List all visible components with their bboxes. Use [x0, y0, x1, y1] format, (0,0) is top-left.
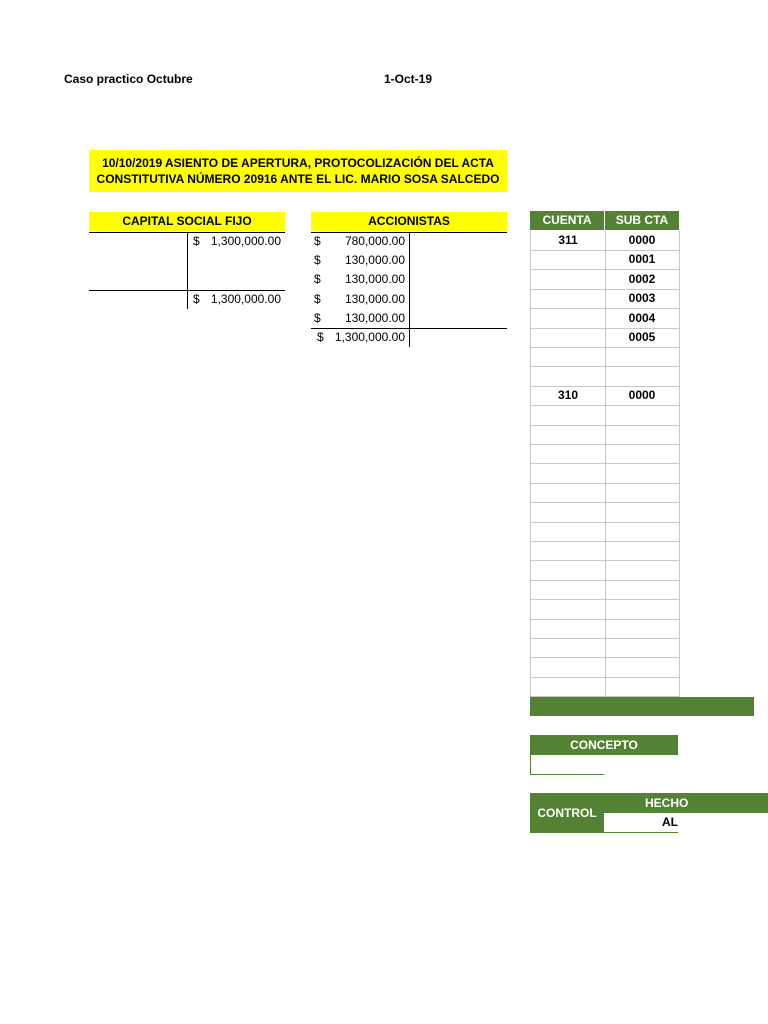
- table-row: [530, 231, 680, 251]
- cuenta-cell: [530, 638, 606, 657]
- table-row: [530, 444, 680, 464]
- table-row: [530, 580, 680, 600]
- sub-cta-cell: [605, 425, 680, 444]
- table-row: [530, 522, 680, 542]
- sub-cta-cell: [605, 580, 680, 599]
- concepto-header: CONCEPTO: [530, 735, 678, 755]
- table-row: [530, 270, 680, 290]
- column-header-sub-cta: SUB CTA: [605, 211, 679, 230]
- cuenta-cell: [530, 289, 606, 308]
- sub-cta-cell: [605, 541, 680, 560]
- accounts-table-body: [530, 231, 680, 696]
- sub-cta-cell: [605, 658, 680, 677]
- debit-entry: $ 130,000.00: [314, 253, 405, 267]
- table-row: [530, 619, 680, 639]
- table-row: [530, 658, 680, 678]
- entry-description-banner: [89, 150, 507, 192]
- table-row: [530, 309, 680, 329]
- sub-cta-cell: [605, 522, 680, 541]
- cuenta-cell: [530, 541, 606, 560]
- control-label: CONTROL: [530, 793, 604, 833]
- sub-cta-cell: 0004: [605, 309, 680, 328]
- table-footer-bar: [530, 697, 754, 716]
- sub-cta-cell: [605, 483, 680, 502]
- cuenta-cell: [530, 406, 606, 425]
- table-row: [530, 600, 680, 620]
- cuenta-cell: [530, 561, 606, 580]
- table-row: [530, 289, 680, 309]
- table-row: [530, 561, 680, 581]
- sub-cta-cell: 0002: [605, 270, 680, 289]
- sub-cta-cell: [605, 503, 680, 522]
- accounts-table: [530, 211, 754, 721]
- cuenta-cell: [530, 483, 606, 502]
- sub-cta-cell: 0000: [605, 231, 680, 250]
- sub-cta-cell: 0003: [605, 289, 680, 308]
- debit-entry: $ 130,000.00: [314, 272, 405, 286]
- table-row: [530, 406, 680, 426]
- column-header-cuenta: CUENTA: [530, 211, 604, 230]
- table-row: [530, 483, 680, 503]
- banner-line-2: CONSTITUTIVA NÚMERO 20916 ANTE EL LIC. MARIO SOSA SALCEDO: [96, 172, 500, 186]
- cuenta-cell: [530, 347, 606, 366]
- sub-cta-cell: [605, 444, 680, 463]
- sheet-date: 1-Oct-19: [384, 72, 433, 86]
- table-row: [530, 677, 680, 697]
- sub-cta-cell: [605, 406, 680, 425]
- debit-entry: $ 130,000.00: [314, 292, 405, 306]
- cuenta-cell: [530, 250, 606, 269]
- debit-entry: $ 130,000.00: [314, 311, 405, 325]
- debit-entry: $ 780,000.00: [314, 234, 405, 248]
- table-row: [530, 367, 680, 387]
- table-row: [530, 503, 680, 523]
- table-row: [530, 250, 680, 270]
- table-row: [530, 328, 680, 348]
- table-row: [530, 638, 680, 658]
- table-row: [530, 464, 680, 484]
- sub-cta-cell: [605, 561, 680, 580]
- credit-total: $ 1,300,000.00: [193, 292, 281, 306]
- cuenta-cell: 310: [530, 386, 606, 405]
- t-account-title: ACCIONISTAS: [311, 212, 507, 231]
- hecho-header: HECHO: [604, 793, 768, 813]
- sheet-title: Caso practico Octubre: [64, 72, 193, 86]
- cuenta-cell: [530, 600, 606, 619]
- sub-cta-cell: 0001: [605, 250, 680, 269]
- sub-cta-cell: [605, 347, 680, 366]
- cuenta-cell: [530, 328, 606, 347]
- table-row: [530, 425, 680, 445]
- sub-cta-cell: [605, 367, 680, 386]
- table-row: [530, 386, 680, 406]
- sub-cta-cell: [605, 619, 680, 638]
- cuenta-cell: [530, 658, 606, 677]
- table-row: [530, 541, 680, 561]
- sub-cta-cell: [605, 677, 680, 696]
- cuenta-cell: [530, 580, 606, 599]
- banner-line-1: 10/10/2019 ASIENTO DE APERTURA, PROTOCOLIZACIÓN DEL ACTA: [102, 156, 494, 170]
- sub-cta-cell: [605, 638, 680, 657]
- cuenta-cell: 311: [530, 231, 606, 250]
- sub-cta-cell: 0005: [605, 328, 680, 347]
- cuenta-cell: [530, 425, 606, 444]
- cuenta-cell: [530, 367, 606, 386]
- sub-cta-cell: 0000: [605, 386, 680, 405]
- cuenta-cell: [530, 444, 606, 463]
- cuenta-cell: [530, 522, 606, 541]
- hecho-sub-cell: AL: [604, 813, 678, 833]
- t-account-title: CAPITAL SOCIAL FIJO: [89, 212, 285, 231]
- cuenta-cell: [530, 270, 606, 289]
- t-account-capital-social-fijo: [89, 212, 285, 312]
- sub-cta-cell: [605, 464, 680, 483]
- t-account-accionistas: [311, 212, 507, 352]
- cuenta-cell: [530, 503, 606, 522]
- sub-cta-cell: [605, 600, 680, 619]
- cuenta-cell: [530, 619, 606, 638]
- debit-total: $ 1,300,000.00: [317, 330, 405, 344]
- cuenta-cell: [530, 464, 606, 483]
- cuenta-cell: [530, 309, 606, 328]
- table-row: [530, 347, 680, 367]
- credit-entry: $ 1,300,000.00: [193, 234, 281, 248]
- cuenta-cell: [530, 677, 606, 696]
